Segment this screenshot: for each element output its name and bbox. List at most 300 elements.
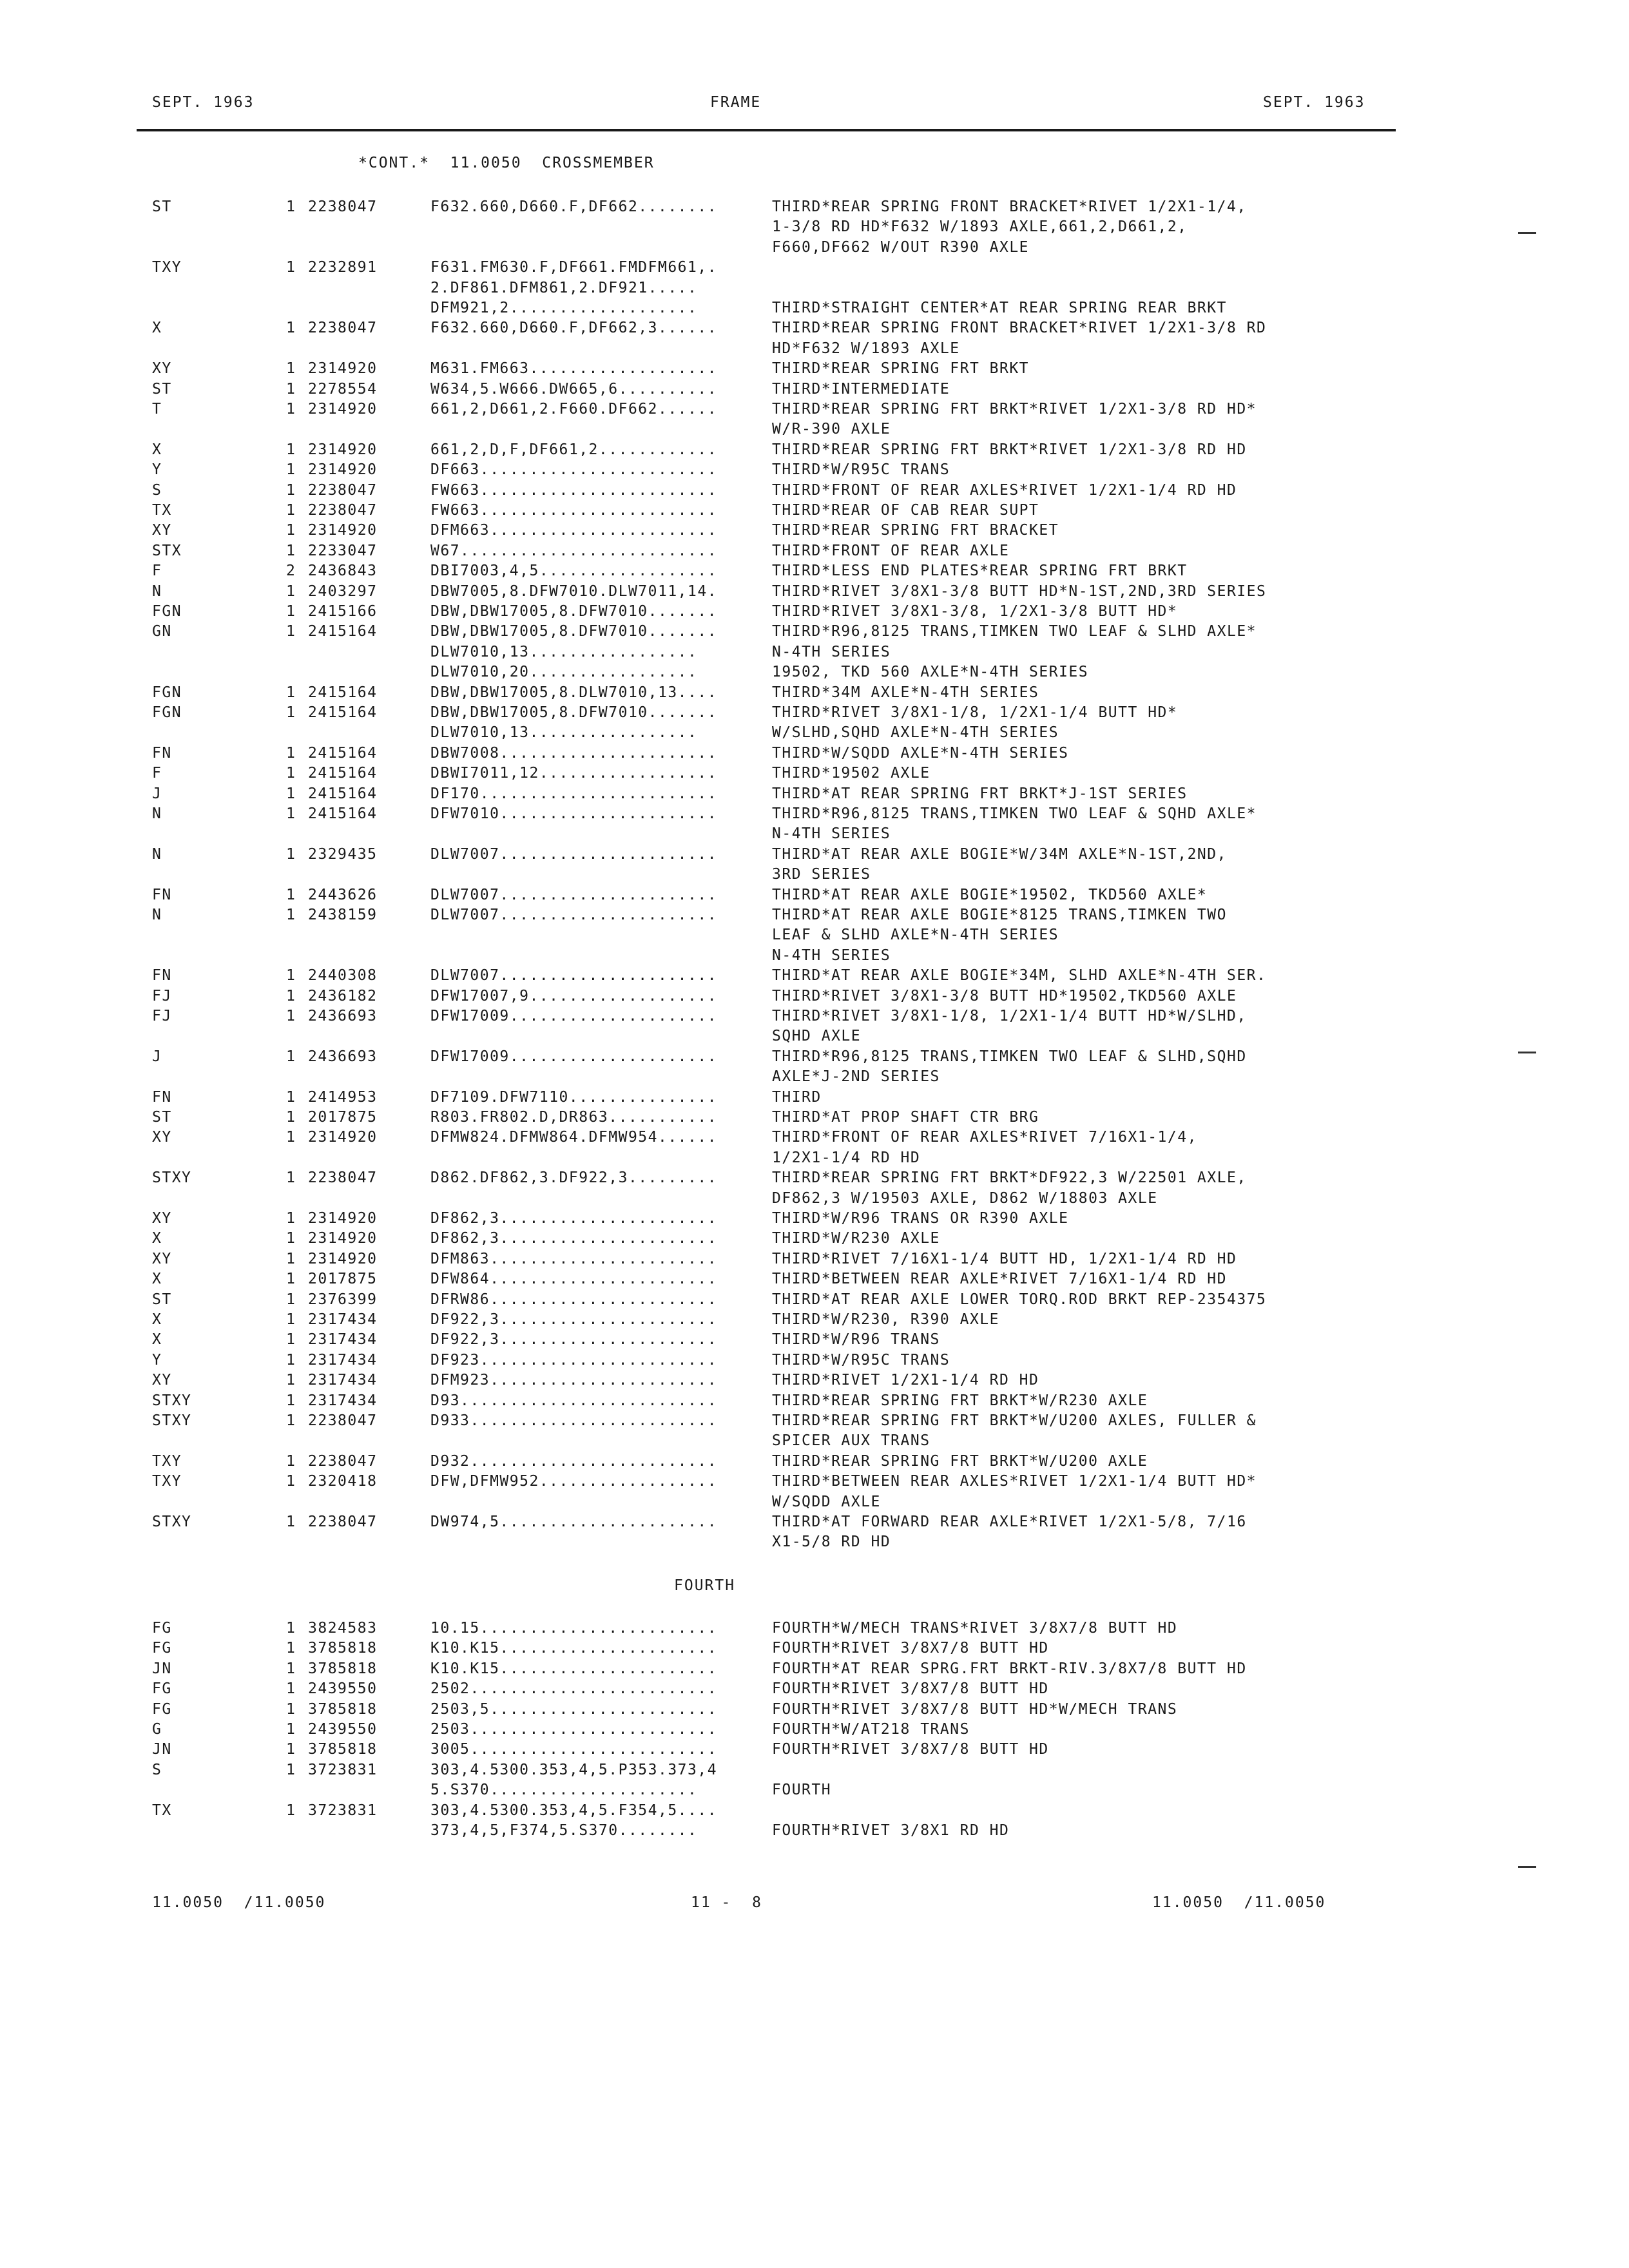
model-code: FG [152,1700,172,1718]
part-description: W/SLHD,SQHD AXLE*N-4TH SERIES [772,724,1059,742]
part-description: THIRD*INTERMEDIATE [772,380,950,398]
quantity: 1 [286,1372,296,1389]
part-number: 2314920 [308,360,378,378]
part-description: HD*F632 W/1893 AXLE [772,340,960,357]
part-number: 2436693 [308,1008,378,1024]
part-description: F660,DF662 W/OUT R390 AXLE [772,238,1030,256]
application-models: D932......................... [430,1452,718,1470]
model-code: FG [152,1620,172,1637]
part-description: FOURTH*RIVET 3/8X7/8 BUTT HD*W/MECH TRANS [772,1700,1178,1718]
header-section-title: FRAME [710,94,762,111]
part-number: 2376399 [308,1291,378,1308]
application-models: 2503,5....................... [430,1700,718,1718]
quantity: 1 [286,320,296,337]
model-code: TX [152,502,172,519]
model-code: FN [152,744,172,762]
application-models: K10.K15...................... [430,1660,718,1677]
part-number: 2017875 [308,1109,378,1126]
model-code: FJ [152,987,172,1004]
part-description: THIRD*W/R96 TRANS [772,1331,940,1349]
model-code: S [152,1761,162,1778]
model-code: FG [152,1640,172,1657]
part-number: 2440308 [308,967,378,985]
part-number: 2415164 [308,785,378,802]
part-number: 3785818 [308,1640,378,1657]
model-code: GN [152,623,172,640]
part-number: 2238047 [308,198,378,215]
part-description: 1/2X1-1/4 RD HD [772,1149,921,1166]
header-rule [137,129,1396,131]
quantity: 1 [286,582,296,600]
part-description: THIRD*REAR SPRING FRT BRKT*W/U200 AXLES, FULLER & [772,1412,1257,1429]
application-models: W67.......................... [430,542,718,559]
part-description: THIRD*AT PROP SHAFT CTR BRG [772,1109,1039,1126]
application-models: DLW7007...................... [430,967,718,985]
part-description: N-4TH SERIES [772,947,891,964]
part-description: THIRD*RIVET 3/8X1-3/8 BUTT HD*19502,TKD560 AXLE [772,987,1237,1004]
part-number: 2317434 [308,1331,378,1349]
part-description: FOURTH [772,1782,832,1799]
quantity: 1 [286,1514,296,1530]
application-models: DF922,3...................... [430,1311,718,1328]
model-code: N [152,805,162,822]
part-number: 2314920 [308,461,378,479]
part-description: THIRD*R96,8125 TRANS,TIMKEN TWO LEAF & SLHD,SQHD [772,1048,1247,1065]
part-description: THIRD*REAR SPRING FRT BRACKET [772,522,1059,539]
part-number: 2238047 [308,1452,378,1470]
part-number: 2317434 [308,1392,378,1409]
part-description: DF862,3 W/19503 AXLE, D862 W/18803 AXLE [772,1189,1158,1207]
part-number: 2238047 [308,320,378,337]
part-description: THIRD*REAR SPRING FRONT BRACKET*RIVET 1/2X1-1/4, [772,198,1247,215]
part-number: 2314920 [308,1250,378,1267]
part-description: THIRD*W/R230 AXLE [772,1230,940,1247]
part-number: 2439550 [308,1721,378,1738]
model-code: TXY [152,1473,182,1490]
application-models: 10.15........................ [430,1620,718,1637]
part-number: 2436182 [308,987,378,1004]
part-description: THIRD*REAR SPRING FRT BRKT*RIVET 1/2X1-3/8 RD HD* [772,401,1257,418]
application-models: FW663........................ [430,502,718,519]
model-code: FN [152,1088,172,1106]
quantity: 1 [286,603,296,620]
part-number: 2278554 [308,380,378,398]
quantity: 1 [286,198,296,215]
model-code: STXY [152,1412,192,1429]
part-description: THIRD*FRONT OF REAR AXLES*RIVET 7/16X1-1/4, [772,1129,1197,1146]
part-number: 3824583 [308,1620,378,1637]
application-models: DFM663....................... [430,522,718,539]
part-description: THIRD*RIVET 3/8X1-3/8, 1/2X1-3/8 BUTT HD* [772,603,1178,620]
part-description: LEAF & SLHD AXLE*N-4TH SERIES [772,927,1059,944]
model-code: Y [152,461,162,479]
part-description: THIRD*AT FORWARD REAR AXLE*RIVET 1/2X1-5/8, 7/16 [772,1514,1247,1530]
footer-page-number: 11 - 8 [691,1894,762,1911]
application-models: 2503......................... [430,1721,718,1738]
application-models: DFW17009..................... [430,1048,718,1065]
model-code: X [152,1331,162,1349]
application-models: DF862,3...................... [430,1210,718,1227]
quantity: 1 [286,1351,296,1369]
part-description: THIRD*REAR SPRING FRT BRKT*W/R230 AXLE [772,1392,1148,1409]
model-code: S [152,481,162,499]
application-models: DW974,5...................... [430,1514,718,1530]
model-code: X [152,1311,162,1328]
application-models: DFW17009..................... [430,1008,718,1024]
application-models: DFM923....................... [430,1372,718,1389]
model-code: J [152,785,162,802]
part-number: 2436843 [308,562,378,580]
part-description: THIRD*W/R230, R390 AXLE [772,1311,999,1328]
model-code: J [152,1048,162,1065]
model-code: FGN [152,684,182,701]
quantity: 2 [286,562,296,580]
model-code: FN [152,967,172,985]
application-models: F631.FM630.F,DF661.FMDFM661,. [430,259,718,276]
part-description: FOURTH*RIVET 3/8X7/8 BUTT HD [772,1680,1049,1698]
part-description: THIRD*19502 AXLE [772,765,930,782]
part-description: THIRD*AT REAR AXLE BOGIE*34M, SLHD AXLE*N-4TH SER. [772,967,1267,985]
quantity: 1 [286,1008,296,1024]
part-number: 2415164 [308,623,378,640]
part-number: 2233047 [308,542,378,559]
part-description: FOURTH*RIVET 3/8X7/8 BUTT HD [772,1640,1049,1657]
quantity: 1 [286,1311,296,1328]
part-description: N-4TH SERIES [772,643,891,660]
model-code: XY [152,1129,172,1146]
model-code: N [152,845,162,863]
part-description: 1-3/8 RD HD*F632 W/1893 AXLE,661,2,D661,2, [772,218,1188,236]
model-code: XY [152,522,172,539]
part-description: THIRD*REAR SPRING FRT BRKT*RIVET 1/2X1-3/8 RD HD [772,441,1247,458]
part-number: 2403297 [308,582,378,600]
part-description: THIRD [772,1088,822,1106]
quantity: 1 [286,1331,296,1349]
part-description: THIRD*STRAIGHT CENTER*AT REAR SPRING REAR BRKT [772,300,1227,316]
model-code: ST [152,380,172,398]
application-models: DFW,DFMW952.................. [430,1473,718,1490]
model-code: Y [152,1351,162,1369]
part-description: THIRD*34M AXLE*N-4TH SERIES [772,684,1039,701]
model-code: ST [152,198,172,215]
part-number: 2238047 [308,1514,378,1530]
part-number: 3785818 [308,1660,378,1677]
model-code: T [152,401,162,418]
part-number: 2443626 [308,886,378,903]
quantity: 1 [286,1620,296,1637]
application-models: K10.K15...................... [430,1640,718,1657]
part-description: THIRD*BETWEEN REAR AXLES*RIVET 1/2X1-1/4 BUTT HD* [772,1473,1257,1490]
model-code: N [152,907,162,923]
application-models: F632.660,D660.F,DF662,3...... [430,320,718,337]
part-description: THIRD*AT REAR SPRING FRT BRKT*J-1ST SERIES [772,785,1188,802]
model-code: JN [152,1660,172,1677]
quantity: 1 [286,704,296,721]
part-number: 2314920 [308,1129,378,1146]
model-code: X [152,441,162,458]
part-description: X1-5/8 RD HD [772,1533,891,1551]
model-code: TXY [152,259,182,276]
quantity: 1 [286,1291,296,1308]
part-description: THIRD*AT REAR AXLE LOWER TORQ.ROD BRKT REP-2354375 [772,1291,1267,1308]
model-code: G [152,1721,162,1738]
model-code: STXY [152,1392,192,1409]
model-code: FJ [152,1008,172,1024]
application-models: F632.660,D660.F,DF662........ [430,198,718,215]
quantity: 1 [286,1412,296,1429]
quantity: 1 [286,1210,296,1227]
part-number: 2436693 [308,1048,378,1065]
model-code: STX [152,542,182,559]
application-models: 303,4.5300.353,4,5.F354,5.... [430,1802,718,1819]
part-number: 3785818 [308,1700,378,1718]
model-code: F [152,562,162,580]
application-models: DFRW86....................... [430,1291,718,1308]
part-description: THIRD*W/R96 TRANS OR R390 AXLE [772,1210,1069,1227]
model-code: XY [152,1372,172,1389]
quantity: 1 [286,684,296,701]
application-models: 303,4.5300.353,4,5.P353.373,4 [430,1761,718,1778]
part-number: 2238047 [308,502,378,519]
part-description: THIRD*RIVET 3/8X1-1/8, 1/2X1-1/4 BUTT HD*W/SLHD, [772,1008,1247,1024]
margin-mark [1518,232,1536,234]
quantity: 1 [286,1230,296,1247]
part-description: SPICER AUX TRANS [772,1432,930,1450]
application-models: DFW17007,9................... [430,987,718,1004]
application-models: 3005......................... [430,1741,718,1758]
application-models: DF862,3...................... [430,1230,718,1247]
application-models: D93.......................... [430,1392,718,1409]
part-description: W/R-390 AXLE [772,421,891,438]
part-description: THIRD*FRONT OF REAR AXLE [772,542,1010,559]
application-models: DFMW824.DFMW864.DFMW954...... [430,1129,718,1146]
quantity: 1 [286,1700,296,1718]
quantity: 1 [286,886,296,903]
application-models: DF170........................ [430,785,718,802]
application-models: DFW7010...................... [430,805,718,822]
quantity: 1 [286,805,296,822]
model-code: XY [152,1250,172,1267]
part-description: THIRD*RIVET 1/2X1-1/4 RD HD [772,1372,1039,1389]
application-models: DLW7010,20................. [430,664,698,681]
model-code: XY [152,360,172,378]
part-number: 3723831 [308,1761,378,1778]
part-description: THIRD*R96,8125 TRANS,TIMKEN TWO LEAF & SQHD AXLE* [772,805,1257,822]
application-models: DF7109.DFW7110............... [430,1088,718,1106]
part-number: 2314920 [308,1210,378,1227]
part-description: THIRD*BETWEEN REAR AXLE*RIVET 7/16X1-1/4 RD HD [772,1271,1227,1288]
model-code: XY [152,1210,172,1227]
quantity: 1 [286,1048,296,1065]
application-models: DBW7005,8.DFW7010.DLW7011,14. [430,582,718,600]
subsection-heading-fourth: FOURTH [674,1577,736,1594]
part-description: 3RD SERIES [772,866,871,883]
part-number: 3785818 [308,1741,378,1758]
quantity: 1 [286,1109,296,1126]
part-description: THIRD*R96,8125 TRANS,TIMKEN TWO LEAF & SLHD AXLE* [772,623,1257,640]
application-models: DBW,DBW17005,8.DFW7010....... [430,603,718,620]
part-description: THIRD*REAR SPRING FRT BRKT*DF922,3 W/22501 AXLE, [772,1169,1247,1187]
part-description: THIRD*RIVET 7/16X1-1/4 BUTT HD, 1/2X1-1/4 RD HD [772,1250,1237,1267]
application-models: DLW7007...................... [430,907,718,923]
quantity: 1 [286,907,296,923]
application-models: DFM921,2................... [430,300,698,316]
part-number: 2415164 [308,765,378,782]
application-models: DBW,DBW17005,8.DFW7010....... [430,704,718,721]
part-description: THIRD*REAR OF CAB REAR SUPT [772,502,1039,519]
quantity: 1 [286,623,296,640]
section-heading: *CONT.* 11.0050 CROSSMEMBER [358,155,655,171]
quantity: 1 [286,502,296,519]
part-number: 2017875 [308,1271,378,1288]
quantity: 1 [286,1741,296,1758]
part-description: THIRD*AT REAR AXLE BOGIE*W/34M AXLE*N-1ST,2ND, [772,845,1227,863]
quantity: 1 [286,785,296,802]
application-models: D862.DF862,3.DF922,3......... [430,1169,718,1187]
part-number: 2415164 [308,704,378,721]
quantity: 1 [286,1250,296,1267]
part-number: 2238047 [308,1412,378,1429]
application-models: DBI7003,4,5.................. [430,562,718,580]
application-models: D933......................... [430,1412,718,1429]
part-description: THIRD*W/R95C TRANS [772,1351,950,1369]
part-number: 2415166 [308,603,378,620]
model-code: JN [152,1741,172,1758]
part-description: THIRD*W/SQDD AXLE*N-4TH SERIES [772,744,1069,762]
part-number: 2238047 [308,1169,378,1187]
part-number: 2317434 [308,1311,378,1328]
application-models: DF663........................ [430,461,718,479]
model-code: X [152,1230,162,1247]
part-description: 19502, TKD 560 AXLE*N-4TH SERIES [772,664,1089,681]
model-code: FG [152,1680,172,1698]
part-description: THIRD*RIVET 3/8X1-1/8, 1/2X1-1/4 BUTT HD* [772,704,1178,721]
part-number: 2317434 [308,1351,378,1369]
application-models: 5.S370..................... [430,1782,698,1799]
part-number: 2314920 [308,1230,378,1247]
part-number: 2232891 [308,259,378,276]
margin-mark [1518,1052,1536,1053]
model-code: ST [152,1109,172,1126]
quantity: 1 [286,1452,296,1470]
application-models: 2.DF861.DFM861,2.DF921..... [430,279,698,296]
application-models: 2502......................... [430,1680,718,1698]
part-description: W/SQDD AXLE [772,1493,881,1510]
quantity: 1 [286,461,296,479]
application-models: DFW864....................... [430,1271,718,1288]
part-description: FOURTH*RIVET 3/8X7/8 BUTT HD [772,1741,1049,1758]
part-number: 2415164 [308,805,378,822]
quantity: 1 [286,360,296,378]
part-description: FOURTH*AT REAR SPRG.FRT BRKT-RIV.3/8X7/8 BUTT HD [772,1660,1247,1677]
footer-ref-left: 11.0050 /11.0050 [152,1894,326,1911]
header-date-left: SEPT. 1963 [152,94,255,111]
quantity: 1 [286,259,296,276]
quantity: 1 [286,987,296,1004]
quantity: 1 [286,542,296,559]
part-description: FOURTH*RIVET 3/8X1 RD HD [772,1822,1010,1839]
header-date-right: SEPT. 1963 [1263,94,1365,111]
part-number: 2329435 [308,845,378,863]
application-models: DBW7008...................... [430,744,718,762]
quantity: 1 [286,744,296,762]
part-description: THIRD*REAR SPRING FRT BRKT*W/U200 AXLE [772,1452,1148,1470]
model-code: STXY [152,1514,192,1530]
quantity: 1 [286,1802,296,1819]
part-number: 2314920 [308,522,378,539]
part-description: THIRD*AT REAR AXLE BOGIE*8125 TRANS,TIMKEN TWO [772,907,1227,923]
part-description: FOURTH*W/MECH TRANS*RIVET 3/8X7/8 BUTT HD [772,1620,1178,1637]
model-code: TX [152,1802,172,1819]
part-description: THIRD*RIVET 3/8X1-3/8 BUTT HD*N-1ST,2ND,3RD SERIES [772,582,1267,600]
part-number: 2320418 [308,1473,378,1490]
part-description: THIRD*REAR SPRING FRONT BRACKET*RIVET 1/2X1-3/8 RD [772,320,1267,337]
quantity: 1 [286,481,296,499]
quantity: 1 [286,1473,296,1490]
application-models: DBW,DBW17005,8.DFW7010....... [430,623,718,640]
quantity: 1 [286,1721,296,1738]
model-code: FGN [152,603,182,620]
part-number: 2438159 [308,907,378,923]
model-code: F [152,765,162,782]
application-models: 661,2,D,F,DF661,2............ [430,441,718,458]
application-models: DF923........................ [430,1351,718,1369]
quantity: 1 [286,1660,296,1677]
quantity: 1 [286,765,296,782]
application-models: FW663........................ [430,481,718,499]
quantity: 1 [286,522,296,539]
application-models: DBW,DBW17005,8.DLW7010,13.... [430,684,718,701]
part-number: 2439550 [308,1680,378,1698]
model-code: X [152,320,162,337]
model-code: FGN [152,704,182,721]
footer-ref-right: 11.0050 /11.0050 [1152,1894,1326,1911]
quantity: 1 [286,441,296,458]
application-models: 661,2,D661,2.F660.DF662...... [430,401,718,418]
part-number: 2414953 [308,1088,378,1106]
margin-mark [1518,1866,1536,1868]
part-description: FOURTH*W/AT218 TRANS [772,1721,970,1738]
application-models: R803.FR802.D,DR863........... [430,1109,718,1126]
application-models: 373,4,5,F374,5.S370........ [430,1822,698,1839]
application-models: DBWI7011,12.................. [430,765,718,782]
application-models: DFM863....................... [430,1250,718,1267]
quantity: 1 [286,1129,296,1146]
quantity: 1 [286,1761,296,1778]
model-code: TXY [152,1452,182,1470]
part-description: THIRD*REAR SPRING FRT BRKT [772,360,1030,378]
quantity: 1 [286,401,296,418]
part-number: 2415164 [308,684,378,701]
part-description: AXLE*J-2ND SERIES [772,1068,940,1086]
model-code: ST [152,1291,172,1308]
quantity: 1 [286,1169,296,1187]
application-models: DLW7007...................... [430,845,718,863]
application-models: DLW7007...................... [430,886,718,903]
application-models: DF922,3...................... [430,1331,718,1349]
part-description: SQHD AXLE [772,1028,862,1045]
quantity: 1 [286,1088,296,1106]
part-description: N-4TH SERIES [772,825,891,843]
application-models: DLW7010,13................. [430,643,698,660]
part-number: 2314920 [308,441,378,458]
quantity: 1 [286,1392,296,1409]
part-number: 3723831 [308,1802,378,1819]
part-number: 2314920 [308,401,378,418]
part-description: THIRD*FRONT OF REAR AXLES*RIVET 1/2X1-1/4 RD HD [772,481,1237,499]
quantity: 1 [286,1680,296,1698]
quantity: 1 [286,380,296,398]
